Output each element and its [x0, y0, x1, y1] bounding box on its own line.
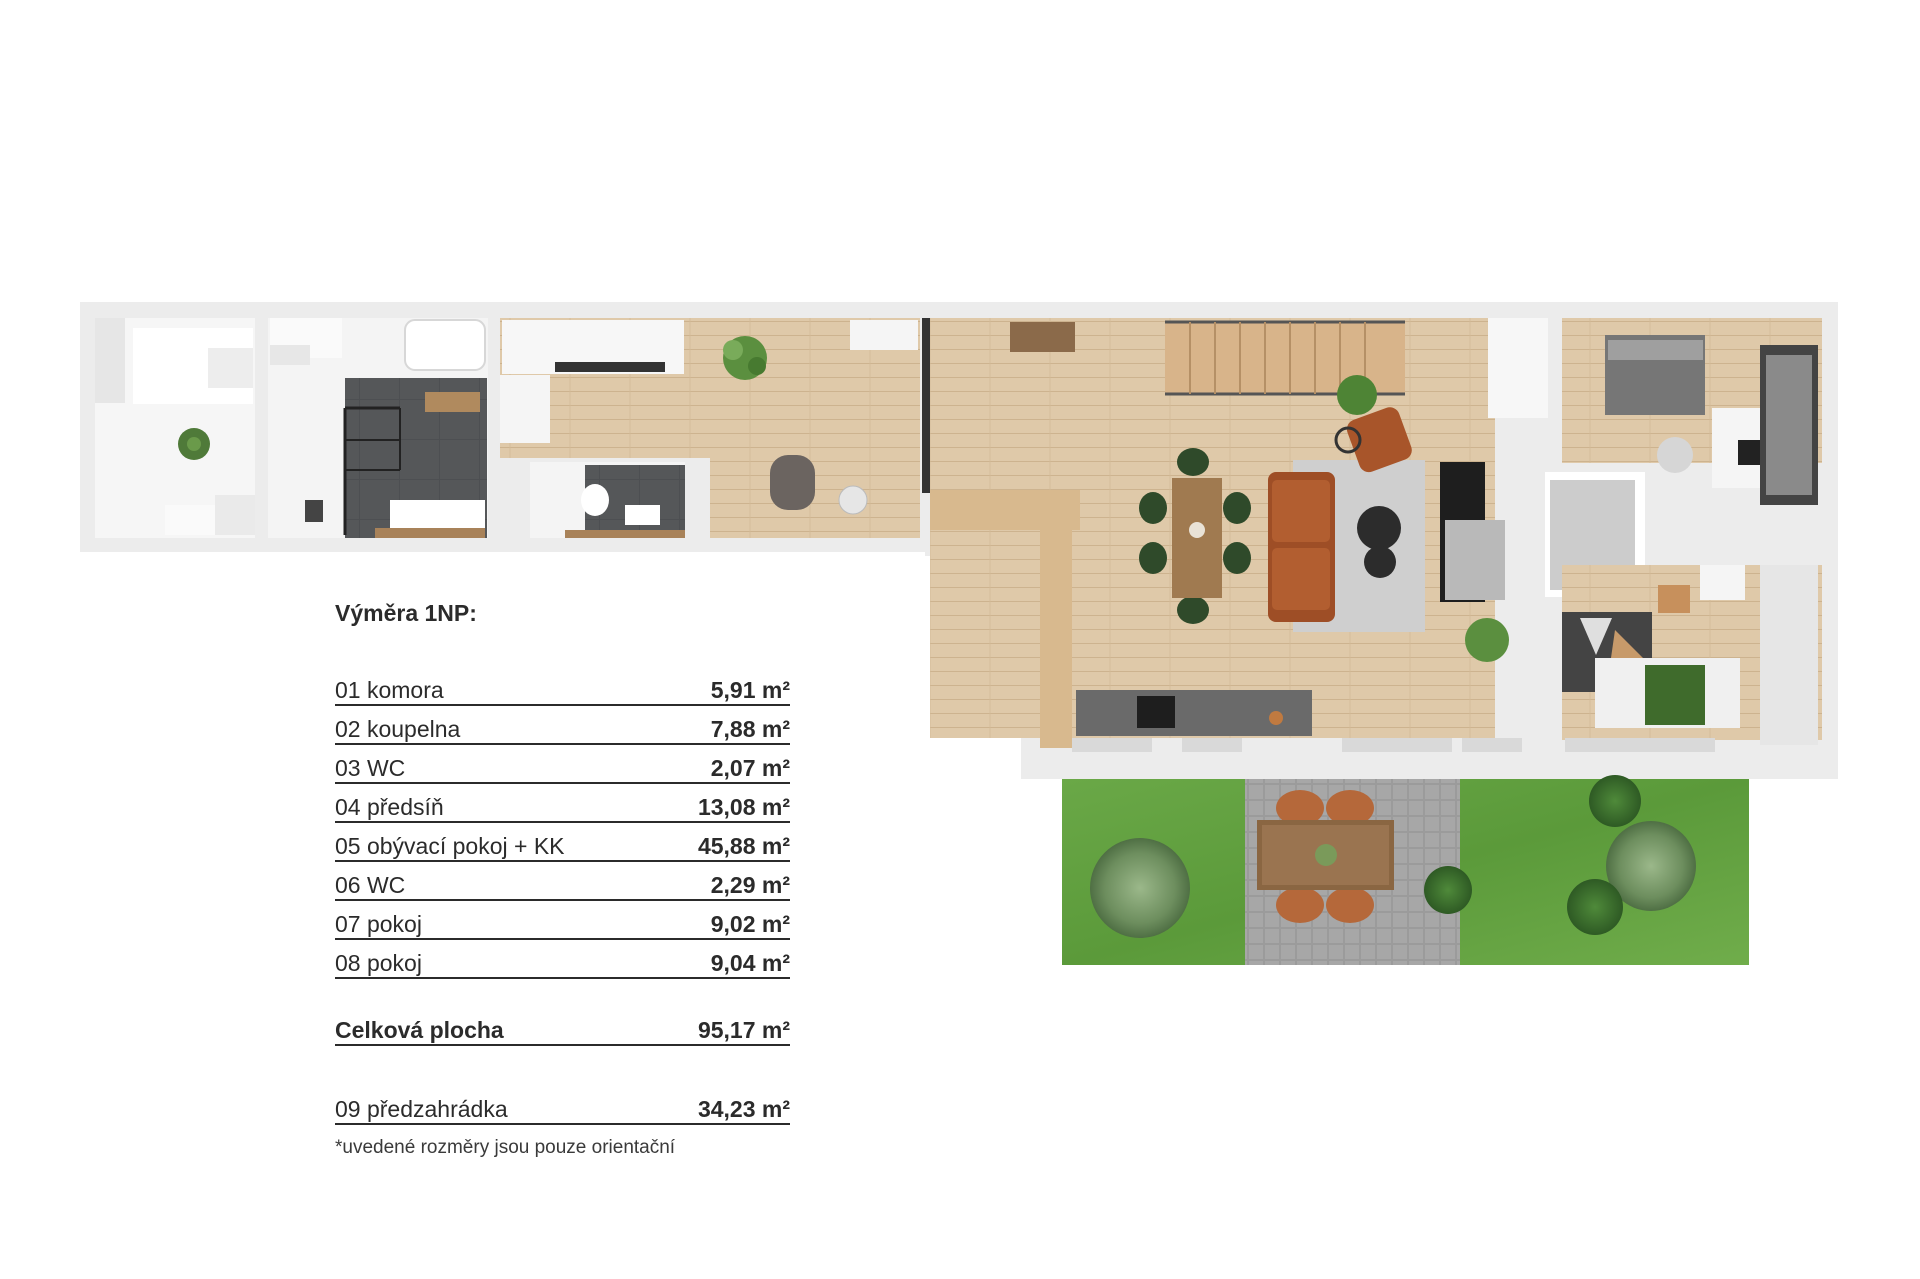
- room-name: 08 pokoj: [335, 950, 422, 976]
- room-name: 06 WC: [335, 872, 406, 898]
- sofa: [1268, 472, 1335, 622]
- room-03-wc: [530, 462, 685, 538]
- legend-row: [335, 899, 790, 938]
- area-legend: [335, 600, 790, 1159]
- legend-row: [335, 782, 790, 821]
- legend-total-row: [335, 1005, 790, 1044]
- room-area: 5,91 m²: [710, 677, 790, 703]
- legend-row: [335, 743, 790, 782]
- front-garden: [1062, 775, 1749, 965]
- room-area: 13,08 m²: [697, 794, 790, 820]
- kitchen-counter: [1076, 690, 1312, 736]
- room-area: 9,04 m²: [710, 950, 790, 976]
- room-name: 05 obývací pokoj + KK: [335, 833, 565, 859]
- garden-area: 34,23 m²: [697, 1096, 790, 1122]
- legend-garden-row: [335, 1084, 790, 1123]
- room-area: 2,07 m²: [710, 755, 790, 781]
- total-area: 95,17 m²: [697, 1017, 790, 1043]
- legend-row: [335, 704, 790, 743]
- disclaimer-note: *uvedené rozměry jsou pouze orientační: [335, 1137, 676, 1158]
- legend-row: [335, 860, 790, 899]
- room-01-komora: [95, 318, 255, 538]
- room-02-koupelna: [268, 318, 488, 538]
- room-area: 9,02 m²: [710, 911, 790, 937]
- room-area: 7,88 m²: [710, 716, 790, 742]
- garden-label: 09 předzahrádka: [335, 1096, 508, 1122]
- room-name: 03 WC: [335, 755, 406, 781]
- room-05-obyvaci-pokoj-kk: [930, 318, 1548, 748]
- room-name: 02 koupelna: [335, 716, 461, 742]
- room-name: 01 komora: [335, 677, 444, 703]
- room-08-pokoj: [1562, 565, 1822, 745]
- legend-row: [335, 938, 790, 977]
- total-label: Celková plocha: [335, 1017, 504, 1043]
- room-name: 07 pokoj: [335, 911, 422, 937]
- legend-row: [335, 665, 790, 704]
- legend-row: [335, 821, 790, 860]
- legend-title: Výměra 1NP:: [335, 600, 477, 626]
- room-name: 04 předsíň: [335, 794, 444, 820]
- room-area: 2,29 m²: [710, 872, 790, 898]
- room-area: 45,88 m²: [697, 833, 790, 859]
